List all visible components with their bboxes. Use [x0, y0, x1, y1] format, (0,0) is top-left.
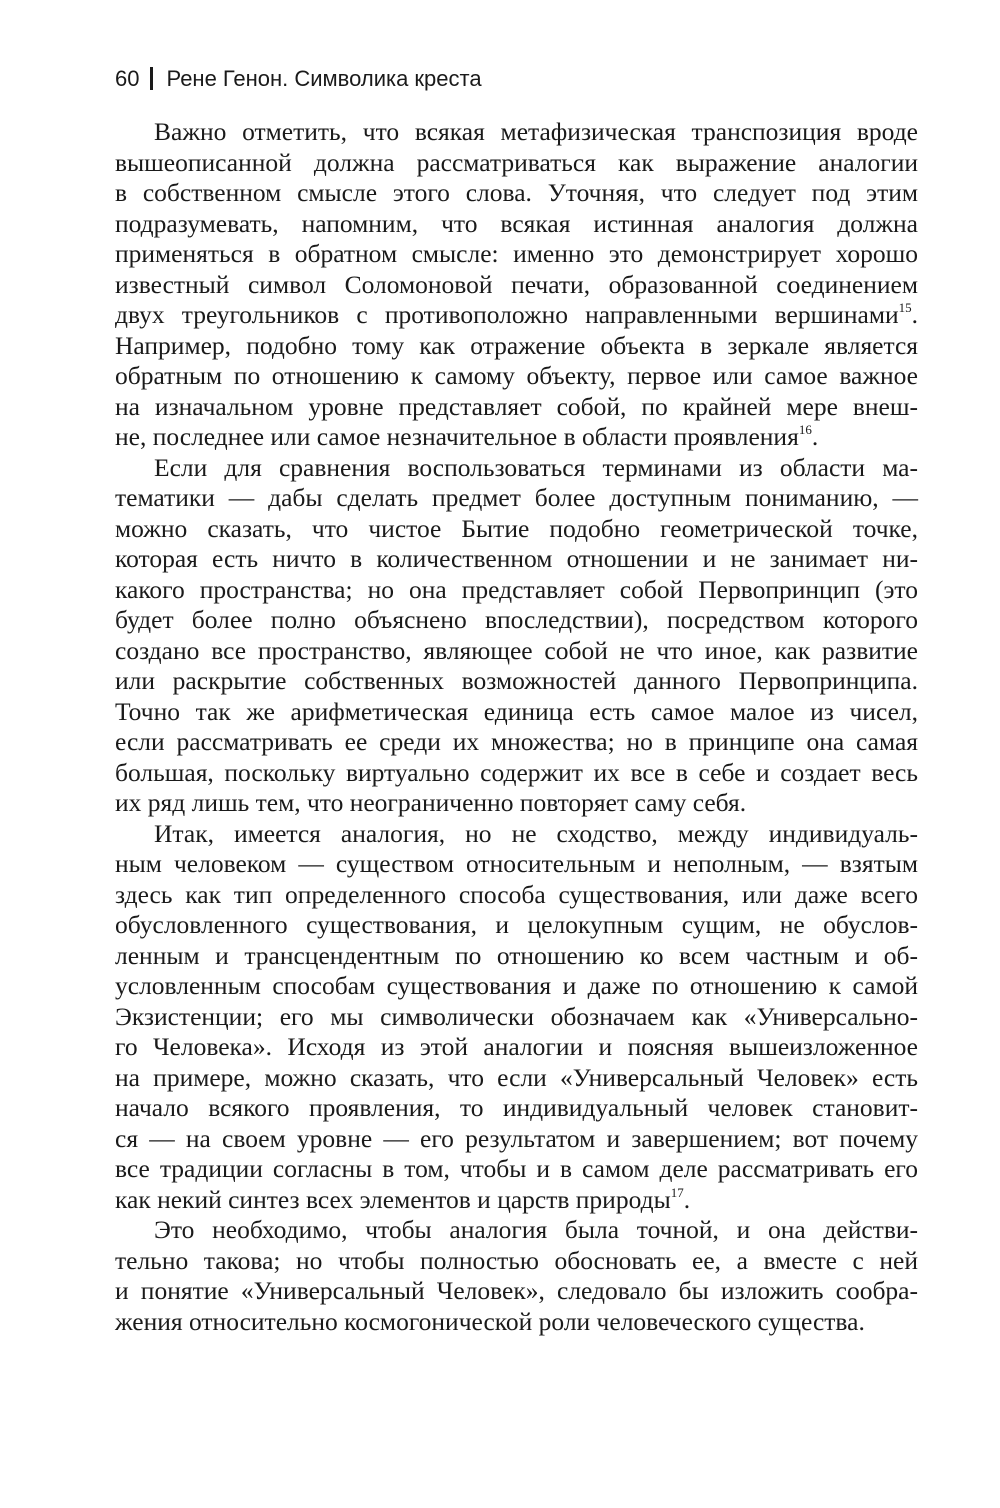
- text-segment: .: [911, 300, 918, 329]
- text-segment: большая, поскольку виртуально содержит их все в себе и создает весь: [115, 757, 918, 787]
- text-line: [115, 331, 918, 362]
- body-text: [115, 117, 918, 1337]
- text-line: [115, 300, 918, 331]
- text-line: [115, 605, 918, 636]
- text-line: [115, 727, 918, 758]
- text-line: [115, 483, 918, 514]
- text-line: [115, 819, 918, 850]
- text-line: [115, 910, 918, 941]
- text-line: [115, 148, 918, 179]
- text-segment: в собственном смысле этого слова. Уточняя, что следует под этим: [115, 178, 918, 207]
- text-segment: создано все пространство, являющее собой не что иное, как развитие: [115, 635, 918, 665]
- text-segment: Например, подобно тому как отражение объекта в зеркале является: [115, 330, 918, 360]
- text-segment: Это необходимо, чтобы аналогия была точной, и она действи-: [154, 1215, 918, 1244]
- text-segment: ся — на своем уровне — его результатом и завершением; вот почему: [115, 1123, 918, 1153]
- page-number: 60: [115, 66, 140, 91]
- text-segment: как некий синтез всех элементов и царств природы: [115, 1184, 671, 1214]
- text-segment: если рассматривать ее среди их множества; но в принципе она самая: [115, 727, 918, 756]
- text-line: [115, 361, 918, 392]
- text-line: [115, 209, 918, 240]
- text-segment: двух треугольников с противоположно направленными вершинами: [115, 300, 899, 329]
- text-line: [115, 880, 918, 911]
- text-segment: какого пространства; но она представляет собой Первопринцип (это: [115, 574, 918, 604]
- text-line: [115, 697, 918, 728]
- text-segment: применяться в обратном смысле: именно это демонстрирует хорошо: [115, 239, 918, 268]
- text-segment: условленным способам существования и даже по отношению к самой: [115, 971, 918, 1000]
- text-segment: Точно так же арифметическая единица есть самое малое из чисел,: [115, 696, 918, 726]
- running-head: [115, 64, 482, 94]
- text-segment: Итак, имеется аналогия, но не сходство, между индивидуаль-: [154, 818, 918, 848]
- text-line: [115, 1032, 918, 1063]
- text-line: [115, 1307, 918, 1338]
- running-title: Рене Генон. Символика креста: [166, 66, 482, 91]
- text-segment: обратным по отношению к самому объекту, первое или самое важное: [115, 361, 918, 390]
- text-segment: не, последнее или самое незначительное в области проявления: [115, 422, 799, 451]
- text-segment: Если для сравнения воспользоваться терминами из области ма-: [154, 452, 918, 482]
- text-segment: жения относительно космогонической роли человеческого существа.: [115, 1306, 865, 1336]
- text-segment: которая есть ничто в количественном отношении и не занимает ни-: [115, 544, 918, 573]
- text-segment: обусловленного существования, и целокупным сущим, не обуслов-: [115, 910, 918, 939]
- footnote-ref: 16: [798, 422, 812, 437]
- footnote-ref: 15: [898, 300, 912, 315]
- text-segment: будет более полно объяснено впоследствии), посредством которого: [115, 605, 918, 634]
- text-line: [115, 422, 918, 453]
- text-segment: на примере, можно сказать, что если «Универсальный Человек» есть: [115, 1062, 918, 1092]
- text-segment: ленным и трансцендентным по отношению ко всем частным и об-: [115, 940, 918, 970]
- text-segment: здесь как тип определенного способа существования, или даже всего: [115, 879, 918, 909]
- text-segment: го Человека». Исходя из этой аналогии и поясняя вышеизложенное: [115, 1032, 918, 1061]
- text-segment: можно сказать, что чистое Бытие подобно геометрической точке,: [115, 513, 918, 543]
- text-line: [115, 1215, 918, 1246]
- text-line: [115, 1002, 918, 1033]
- text-line: [115, 514, 918, 545]
- text-line: [115, 178, 918, 209]
- text-line: [115, 544, 918, 575]
- text-segment: их ряд лишь тем, что неограниченно повторяет саму себя.: [115, 788, 747, 817]
- text-line: [115, 392, 918, 423]
- text-segment: все традиции согласны в том, чтобы и в самом деле рассматривать его: [115, 1154, 918, 1183]
- text-segment: тельно такова; но чтобы полностью обосновать ее, а вместе с ней: [115, 1245, 918, 1275]
- text-line: [115, 788, 918, 819]
- text-line: [115, 1185, 918, 1216]
- text-line: [115, 117, 918, 148]
- text-line: [115, 1246, 918, 1277]
- header-separator: [150, 67, 153, 90]
- text-line: [115, 239, 918, 270]
- text-line: [115, 849, 918, 880]
- text-line: [115, 1093, 918, 1124]
- text-line: [115, 453, 918, 484]
- text-line: [115, 1276, 918, 1307]
- text-segment: .: [683, 1184, 691, 1214]
- text-line: [115, 941, 918, 972]
- footnote-ref: 17: [670, 1184, 684, 1200]
- text-line: [115, 1154, 918, 1185]
- text-line: [115, 1124, 918, 1155]
- text-line: [115, 1063, 918, 1094]
- text-segment: или раскрытие собственных возможностей данного Первопринципа.: [115, 666, 918, 695]
- text-segment: .: [811, 422, 819, 451]
- text-segment: ным человеком — существом относительным и неполным, — взятым: [115, 849, 918, 878]
- text-segment: начало всякого проявления, то индивидуальный человек становит-: [115, 1093, 918, 1122]
- text-line: [115, 636, 918, 667]
- text-line: [115, 270, 918, 301]
- text-segment: известный символ Соломоновой печати, образованной соединением: [115, 269, 918, 299]
- text-segment: на изначальном уровне представляет собой, по крайней мере внеш-: [115, 391, 918, 421]
- text-line: [115, 666, 918, 697]
- text-segment: подразумевать, напомним, что всякая истинная аналогия должна: [115, 208, 918, 238]
- text-segment: Важно отметить, что всякая метафизическая транспозиция вроде: [154, 117, 918, 146]
- text-segment: вышеописанной должна рассматриваться как выражение аналогии: [115, 147, 918, 177]
- text-line: [115, 758, 918, 789]
- text-segment: и понятие «Универсальный Человек», следовало бы изложить сообра-: [115, 1276, 918, 1305]
- text-segment: Экзистенции; его мы символически обозначаем как «Универсально-: [115, 1001, 918, 1031]
- text-line: [115, 575, 918, 606]
- text-segment: тематики — дабы сделать предмет более доступным пониманию, —: [115, 483, 918, 512]
- text-line: [115, 971, 918, 1002]
